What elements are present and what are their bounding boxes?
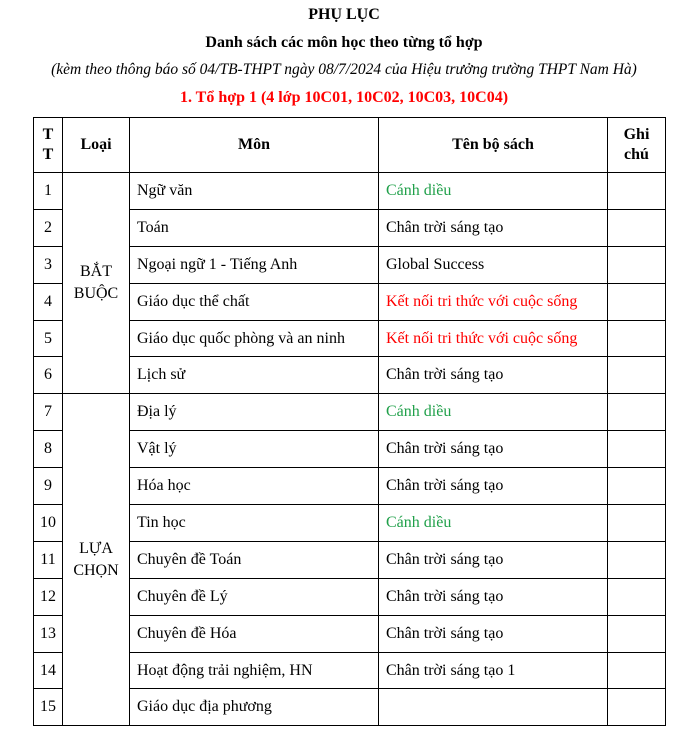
book-series: Cánh diều <box>379 173 608 210</box>
book-series: Chân trời sáng tạo <box>379 615 608 652</box>
subject-name: Địa lý <box>130 394 379 431</box>
row-number: 13 <box>34 615 63 652</box>
category-lua-chon: LỰA CHỌN <box>63 394 130 726</box>
row-number: 4 <box>34 283 63 320</box>
book-series: Chân trời sáng tạo <box>379 541 608 578</box>
header-ten-bo-sach: Tên bộ sách <box>379 118 608 173</box>
row-number: 3 <box>34 246 63 283</box>
document-note: (kèm theo thông báo số 04/TB-THPT ngày 08/7/2024 của Hiệu trưởng trường THPT Nam Hà) <box>51 61 637 78</box>
subject-name: Hóa học <box>130 468 379 505</box>
subject-name: Toán <box>130 209 379 246</box>
note-cell <box>608 283 666 320</box>
row-number: 15 <box>34 689 63 726</box>
book-series: Cánh diều <box>379 394 608 431</box>
row-number: 5 <box>34 320 63 357</box>
header-tt: T T <box>34 118 63 173</box>
note-cell <box>608 578 666 615</box>
note-cell <box>608 394 666 431</box>
note-cell <box>608 689 666 726</box>
subject-name: Vật lý <box>130 431 379 468</box>
table-row <box>34 173 666 210</box>
subject-name: Chuyên đề Hóa <box>130 615 379 652</box>
book-series: Chân trời sáng tạo <box>379 468 608 505</box>
document-subtitle: Danh sách các môn học theo từng tổ hợp <box>205 34 483 51</box>
row-number: 7 <box>34 394 63 431</box>
book-series: Chân trời sáng tạo <box>379 209 608 246</box>
note-cell <box>608 541 666 578</box>
book-series: Chân trời sáng tạo <box>379 357 608 394</box>
subject-table <box>33 117 666 726</box>
book-series: Chân trời sáng tạo <box>379 578 608 615</box>
subject-name: Chuyên đề Toán <box>130 541 379 578</box>
subject-name: Ngữ văn <box>130 173 379 210</box>
book-series: Global Success <box>379 246 608 283</box>
subject-name: Lịch sử <box>130 357 379 394</box>
book-series: Chân trời sáng tạo <box>379 431 608 468</box>
header-loai: Loại <box>63 118 130 173</box>
row-number: 11 <box>34 541 63 578</box>
subject-name: Chuyên đề Lý <box>130 578 379 615</box>
note-cell <box>608 173 666 210</box>
row-number: 8 <box>34 431 63 468</box>
row-number: 10 <box>34 505 63 542</box>
note-cell <box>608 468 666 505</box>
note-cell <box>608 505 666 542</box>
subject-name: Giáo dục địa phương <box>130 689 379 726</box>
row-number: 9 <box>34 468 63 505</box>
note-cell <box>608 320 666 357</box>
subject-name: Giáo dục thể chất <box>130 283 379 320</box>
note-cell <box>608 246 666 283</box>
table-header-row <box>34 118 666 173</box>
note-cell <box>608 431 666 468</box>
subject-name: Ngoại ngữ 1 - Tiếng Anh <box>130 246 379 283</box>
subject-name: Hoạt động trải nghiệm, HN <box>130 652 379 689</box>
header-mon: Môn <box>130 118 379 173</box>
category-bat-buoc: BẮT BUỘC <box>63 173 130 394</box>
book-series <box>379 689 608 726</box>
note-cell <box>608 615 666 652</box>
table-row <box>34 394 666 431</box>
note-cell <box>608 357 666 394</box>
group-heading: 1. Tổ hợp 1 (4 lớp 10C01, 10C02, 10C03, 10C04) <box>179 89 509 106</box>
subject-name: Giáo dục quốc phòng và an ninh <box>130 320 379 357</box>
row-number: 1 <box>34 173 63 210</box>
row-number: 6 <box>34 357 63 394</box>
row-number: 2 <box>34 209 63 246</box>
document-title: PHỤ LỤC <box>308 6 380 23</box>
subject-name: Tin học <box>130 505 379 542</box>
book-series: Kết nối tri thức với cuộc sống <box>379 320 608 357</box>
row-number: 14 <box>34 652 63 689</box>
table-body <box>34 173 666 726</box>
book-series: Kết nối tri thức với cuộc sống <box>379 283 608 320</box>
note-cell <box>608 209 666 246</box>
header-ghi-chu: Ghi chú <box>608 118 666 173</box>
note-cell <box>608 652 666 689</box>
row-number: 12 <box>34 578 63 615</box>
book-series: Chân trời sáng tạo 1 <box>379 652 608 689</box>
book-series: Cánh diều <box>379 505 608 542</box>
